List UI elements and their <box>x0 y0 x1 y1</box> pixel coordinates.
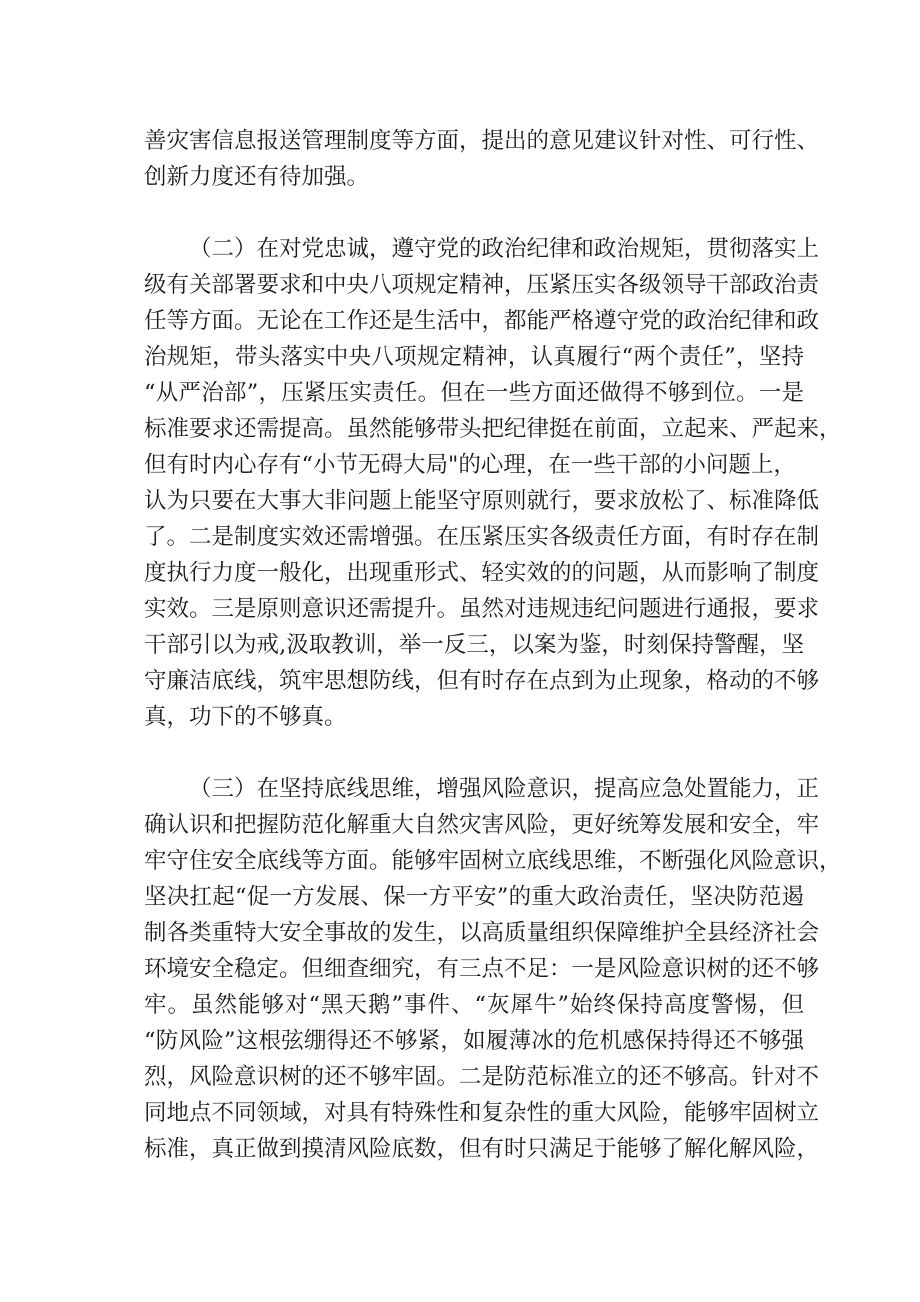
text-line: 制各类重特大安全事故的发生，以高质量组织保障维护全县经济社会 <box>144 920 820 946</box>
text-line: 但有时内心存有“小节无碍大局"的心理，在一些干部的小问题上， <box>144 452 796 478</box>
text-line: 真，功下的不够真。 <box>144 704 347 730</box>
text-line: 标准要求还需提高。虽然能够带头把纪律挺在前面，立起来、严起来， <box>144 416 842 442</box>
text-line: 治规矩，带头落实中央八项规定精神，认真履行“两个责任”，坚持 <box>144 344 804 370</box>
text-line: 守廉洁底线，筑牢思想防线，但有时存在点到为止现象，格动的不够 <box>144 668 820 694</box>
text-line: 干部引以为戒,汲取教训，举一反三，以案为鉴，时刻保持警醒，坚 <box>144 632 804 658</box>
text-line: 实效。三是原则意识还需提升。虽然对违规违纪问题进行通报，要求 <box>144 596 820 622</box>
text-line: 环境安全稳定。但细查细究，有三点不足：一是风险意识树的还不够 <box>144 956 820 982</box>
text-line: “从严治部”，压紧压实责任。但在一些方面还做得不够到位。一是 <box>144 380 804 406</box>
text-line: 标准，真正做到摸清风险底数，但有时只满足于能够了解化解风险， <box>144 1136 820 1162</box>
text-line: 认为只要在大事大非问题上能坚守原则就行，要求放松了、标准降低 <box>144 488 820 514</box>
text-line: 创新力度还有待加强。 <box>144 164 370 190</box>
text-line: 确认识和把握防范化解重大自然灾害风险，更好统筹发展和安全，牢 <box>144 812 820 838</box>
text-line: 善灾害信息报送管理制度等方面，提出的意见建议针对性、可行性、 <box>144 128 820 154</box>
text-line: 烈，风险意识树的还不够牢固。二是防范标准立的还不够高。针对不 <box>144 1064 820 1090</box>
text-line: 坚决扛起“促一方发展、保一方平安”的重大政治责任，坚决防范遏 <box>144 884 804 910</box>
paragraph-heading-2: （二）在对党忠诚，遵守党的政治纪律和政治规矩，贯彻落实上 <box>189 236 820 262</box>
text-line: 任等方面。无论在工作还是生活中，都能严格遵守党的政治纪律和政 <box>144 308 820 334</box>
text-line: 了。二是制度实效还需增强。在压紧压实各级责任方面，有时存在制 <box>144 524 820 550</box>
text-line: 牢。虽然能够对“黑天鹅”事件、“灰犀牛”始终保持高度警惕，但 <box>144 992 804 1018</box>
text-line: 牢守住安全底线等方面。能够牢固树立底线思维，不断强化风险意识， <box>144 848 842 874</box>
text-line: 度执行力度一般化，出现重形式、轻实效的的问题，从而影响了制度 <box>144 560 820 586</box>
text-line: “防风险”这根弦绷得还不够紧，如履薄冰的危机感保持得还不够强 <box>144 1028 804 1054</box>
text-line: 级有关部署要求和中央八项规定精神，压紧压实各级领导干部政治责 <box>144 272 820 298</box>
text-line: 同地点不同领域，对具有特殊性和复杂性的重大风险，能够牢固树立 <box>144 1100 820 1126</box>
paragraph-heading-3: （三）在坚持底线思维，增强风险意识，提高应急处置能力，正 <box>189 776 820 802</box>
